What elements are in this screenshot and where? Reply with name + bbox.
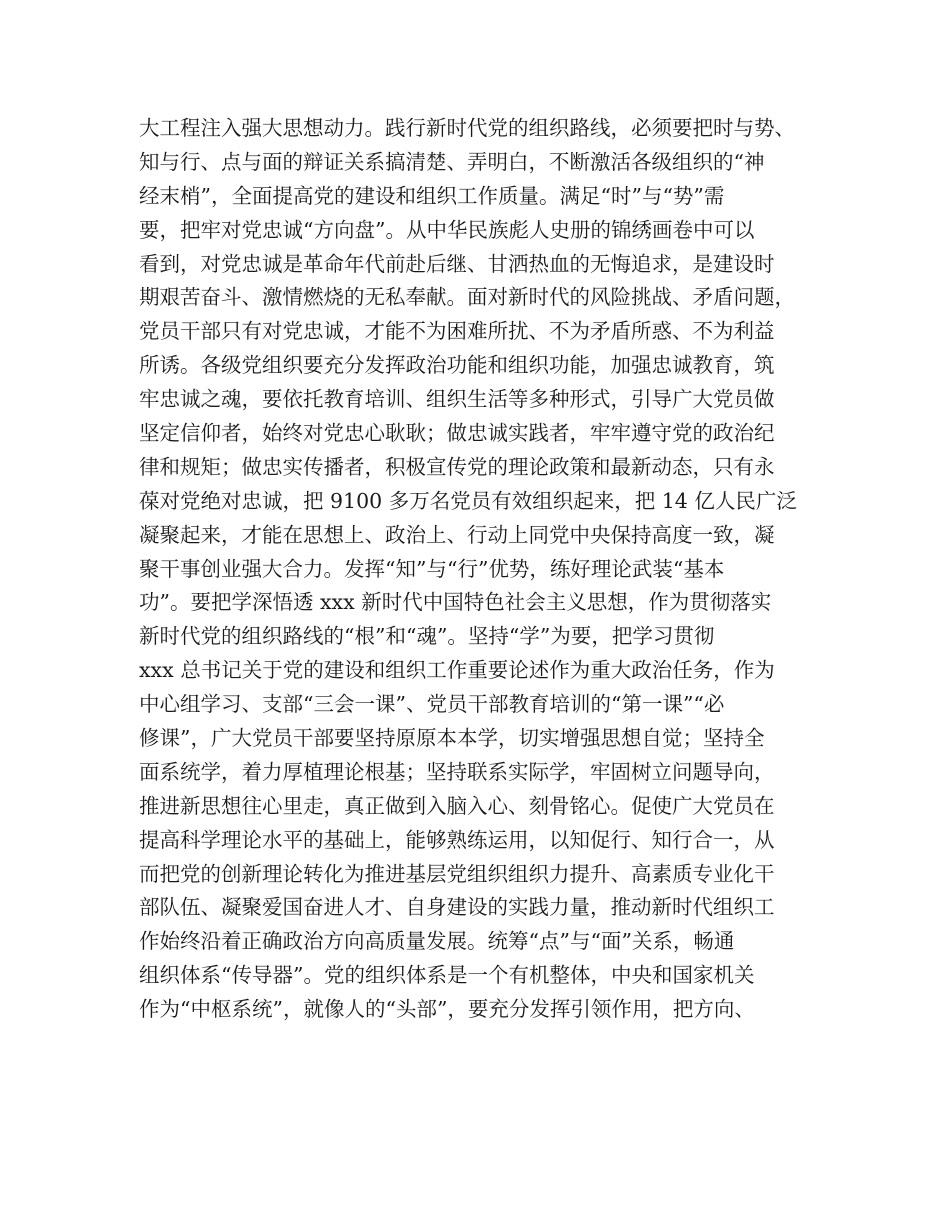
text-line: 要，把牢对党忠诚“方向盘”。从中华民族彪人史册的锦绣画卷中可以 bbox=[139, 217, 755, 242]
text-line: 组织体系“传导器”。党的组织体系是一个有机整体，中央和国家机关 bbox=[139, 963, 755, 988]
text-line: 党员干部只有对党忠诚，才能不为困难所扰、不为矛盾所惑、不为利益 bbox=[139, 319, 775, 344]
text-line: xxx 总书记关于党的建设和组织工作重要论述作为重大政治任务，作为 bbox=[139, 658, 775, 683]
text-line: 看到，对党忠诚是革命年代前赴后继、甘洒热血的无悔追求，是建设时 bbox=[139, 251, 775, 276]
text-line: 提高科学理论水平的基础上，能够熟练运用，以知促行、知行合一，从 bbox=[139, 827, 775, 852]
text-line: 功”。要把学深悟透 xxx 新时代中国特色社会主义思想，作为贯彻落实 bbox=[139, 590, 772, 615]
text-line: 聚干事创业强大合力。发挥“知”与“行”优势，练好理论武装“基本 bbox=[139, 556, 725, 581]
text-line: 期艰苦奋斗、激情燃烧的无私奉献。面对新时代的风险挑战、矛盾问题， bbox=[139, 285, 795, 310]
text-line: 牢忠诚之魂，要依托教育培训、组织生活等多种形式，引导广大党员做 bbox=[139, 387, 775, 412]
text-line: 律和规矩；做忠实传播者，积极宣传党的理论政策和最新动态，只有永 bbox=[139, 454, 775, 479]
text-line: 面系统学，着力厚植理论根基；坚持联系实际学，牢固树立问题导向， bbox=[139, 759, 775, 784]
text-line: 经末梢”，全面提高党的建设和组织工作质量。满足“时”与“势”需 bbox=[139, 183, 725, 208]
body-text bbox=[139, 112, 829, 1027]
text-line: 坚定信仰者，始终对党忠心耿耿；做忠诚实践者，牢牢遵守党的政治纪 bbox=[139, 421, 775, 446]
text-line: 作始终沿着正确政治方向高质量发展。统筹“点”与“面”关系，畅通 bbox=[139, 929, 735, 954]
text-line: 部队伍、凝聚爱国奋进人才、自身建设的实践力量，推动新时代组织工 bbox=[139, 895, 775, 920]
text-line: 凝聚起来，才能在思想上、政治上、行动上同党中央保持高度一致，凝 bbox=[139, 522, 775, 547]
text-line: 大工程注入强大思想动力。践行新时代党的组织路线，必须要把时与势、 bbox=[139, 116, 795, 140]
text-line: 知与行、点与面的辩证关系搞清楚、弄明白，不断激活各级组织的“神 bbox=[139, 149, 765, 174]
text-line: 葆对党绝对忠诚，把 9100 多万名党员有效组织起来，把 14 亿人民广泛 bbox=[139, 488, 797, 513]
text-line: 作为“中枢系统”，就像人的“头部”，要充分发挥引领作用，把方向、 bbox=[139, 997, 755, 1022]
text-line: 中心组学习、支部“三会一课”、党员干部教育培训的“第一课”“必 bbox=[139, 692, 725, 717]
text-line: 所诱。各级党组织要充分发挥政治功能和组织功能，加强忠诚教育，筑 bbox=[139, 353, 775, 378]
text-line: 而把党的创新理论转化为推进基层党组织组织力提升、高素质专业化干 bbox=[139, 861, 775, 886]
text-line: 修课”，广大党员干部要坚持原原本本学，切实增强思想自觉；坚持全 bbox=[139, 726, 765, 751]
text-line: 新时代党的组织路线的“根”和“魂”。坚持“学”为要，把学习贯彻 bbox=[139, 624, 715, 649]
text-line: 推进新思想往心里走，真正做到入脑入心、刻骨铭心。促使广大党员在 bbox=[139, 793, 775, 818]
